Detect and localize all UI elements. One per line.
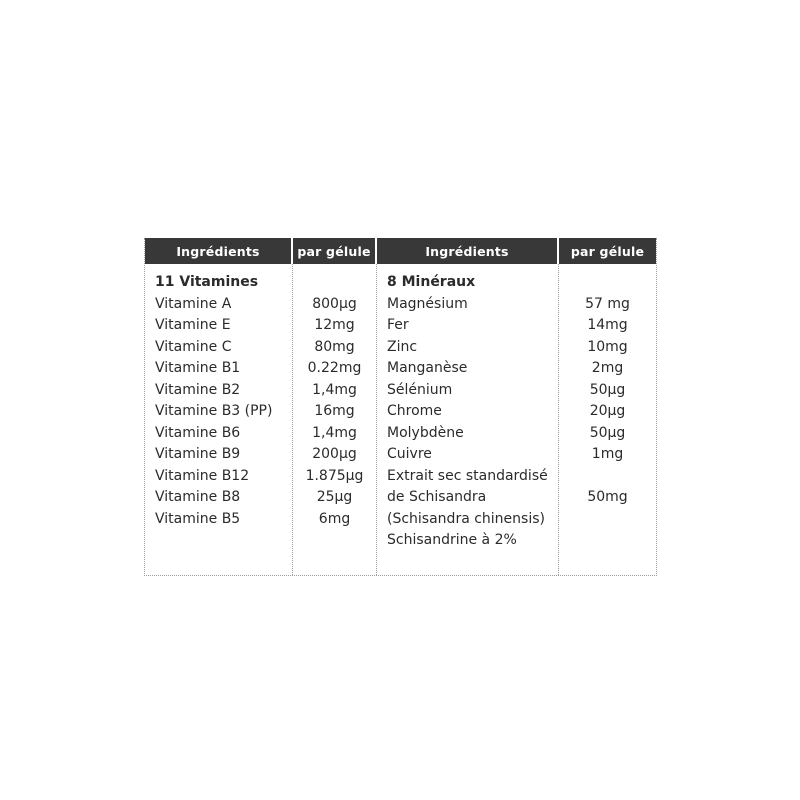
vitamin-amount: 25µg [316,489,353,505]
left-per-capsule-column [293,238,377,575]
mineral-amount: 20µg [589,403,626,419]
mineral-name: Manganèse [387,360,468,376]
vitamin-amount: 6mg [318,510,351,527]
right-per-capsule-column [559,238,656,575]
mineral-amount [559,530,656,552]
vitamin-name: Vitamine B2 [155,381,241,398]
vitamin-amounts [293,264,376,530]
vitamins-category: 11 Vitamines [155,274,259,290]
ingredients-table [144,238,657,576]
vitamin-amount: 1.875µg [305,467,364,484]
vitamin-name: Vitamine B9 [155,446,241,462]
left-per-capsule-header: par gélule [293,238,377,264]
mineral-name: Zinc [387,338,418,355]
mineral-amount: 2mg [591,360,624,376]
vitamin-name: Vitamine B5 [155,510,241,527]
mineral-name: Extrait sec standardisé [387,467,548,484]
vitamin-amount: 800µg [312,295,357,312]
vitamin-name: Vitamine B1 [155,360,241,376]
vitamin-amount: 0.22mg [307,360,362,376]
mineral-amount: 57 mg [585,295,630,312]
mineral-amount [559,509,656,531]
mineral-amount: 1mg [591,446,624,462]
mineral-name: Sélénium [387,381,453,398]
left-ingredients-header: Ingrédients [145,238,293,264]
mineral-name: Schisandrine à 2% [387,532,517,548]
mineral-name: Magnésium [387,295,468,312]
vitamin-name: Vitamine B3 (PP) [155,403,273,419]
vitamin-amount: 1,4mg [312,424,357,441]
mineral-amount [559,466,656,488]
vitamin-amount: 16mg [314,403,355,419]
vitamin-amount: 200µg [312,446,357,462]
mineral-amount: 10mg [587,338,628,355]
vitamin-name: Vitamine B8 [155,489,241,505]
mineral-name: Chrome [387,403,442,419]
minerals-category: 8 Minéraux [387,274,476,290]
right-ingredients-header: Ingrédients [377,238,559,264]
mineral-name: Molybdène [387,424,464,441]
vitamin-name: Vitamine A [155,295,232,312]
right-per-capsule-header: par gélule [559,238,656,264]
mineral-names [377,264,558,552]
mineral-amounts [559,264,656,552]
mineral-amount: 14mg [587,317,628,333]
vitamin-name: Vitamine E [155,317,231,333]
mineral-name: Cuivre [387,446,432,462]
mineral-name: de Schisandra [387,489,487,505]
vitamin-name: Vitamine B6 [155,424,241,441]
mineral-name: (Schisandra chinensis) [387,510,545,527]
vitamin-name: Vitamine C [155,338,232,355]
left-ingredients-column [145,238,293,575]
mineral-amount: 50µg [589,424,626,441]
vitamin-amount: 12mg [314,317,355,333]
vitamin-names [145,264,292,530]
vitamin-amount: 80mg [314,338,355,355]
vitamin-name: Vitamine B12 [155,467,250,484]
mineral-name: Fer [387,317,409,333]
mineral-amount: 50mg [587,489,628,505]
right-ingredients-column [377,238,559,575]
mineral-amount: 50µg [589,381,626,398]
vitamin-amount: 1,4mg [312,381,357,398]
